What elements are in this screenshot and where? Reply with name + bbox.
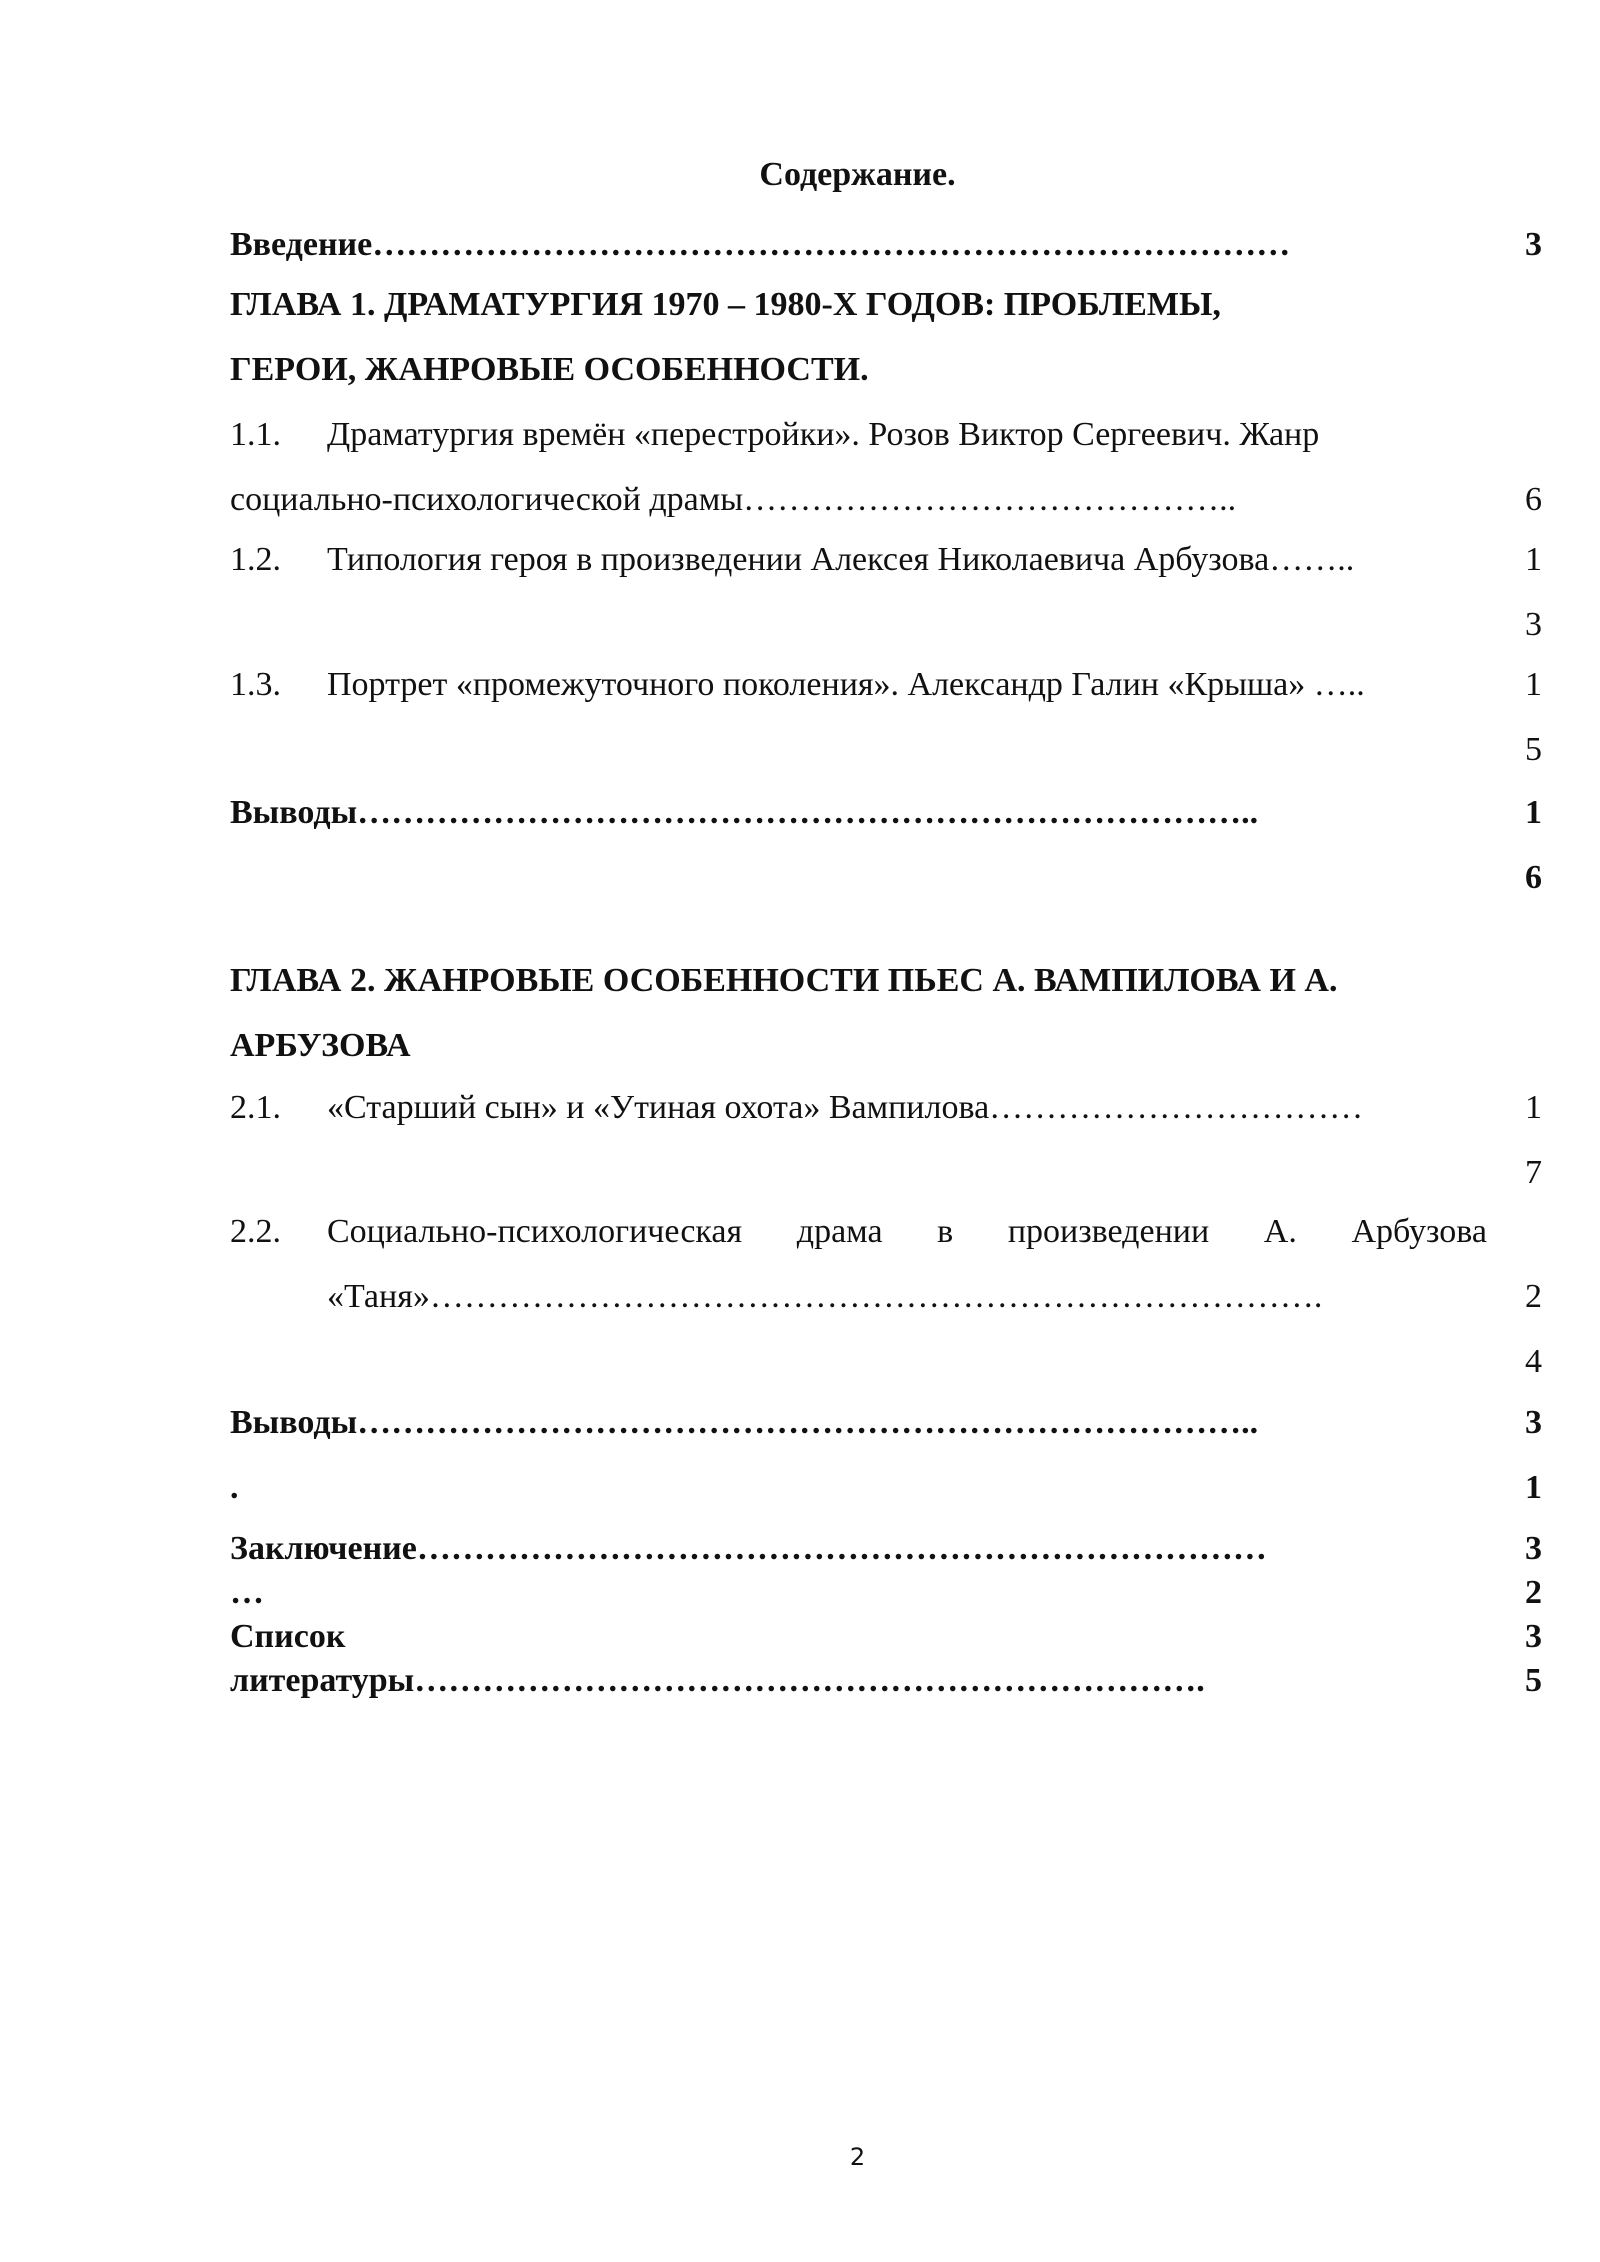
toc-s22-word: А. bbox=[1263, 1213, 1297, 1250]
toc-s22-line1 bbox=[327, 1215, 1487, 1249]
toc-s11-page: 6 bbox=[1525, 481, 1542, 518]
toc-s11-line2: социально-психологической драмы…………………………………….. bbox=[230, 481, 1237, 518]
toc-s11-number: 1.1. bbox=[230, 416, 281, 453]
toc-s12-page-1: 1 bbox=[1525, 541, 1542, 578]
toc-conclusions1-text: Выводы…………………………………………………………………….. bbox=[230, 794, 1259, 831]
toc-s22-word: в bbox=[937, 1213, 954, 1250]
toc-conclusion-page-1: 3 bbox=[1525, 1530, 1542, 1567]
toc-references-page-2: 5 bbox=[1525, 1662, 1542, 1699]
toc-conclusions1-page-1: 1 bbox=[1525, 794, 1542, 831]
toc-s12-number: 1.2. bbox=[230, 541, 281, 578]
toc-intro-page: 3 bbox=[1525, 226, 1542, 263]
toc-s22-number: 2.2. bbox=[230, 1213, 281, 1250]
toc-s11-line1: Драматургия времён «перестройки». Розов Виктор Сергеевич. Жанр bbox=[327, 416, 1320, 453]
toc-s12-text: Типология героя в произведении Алексея Николаевича Арбузова…….. bbox=[327, 541, 1355, 578]
toc-s13-page-1: 1 bbox=[1525, 666, 1542, 703]
toc-s22-word: Арбузова bbox=[1351, 1213, 1487, 1250]
toc-references-page-1: 3 bbox=[1525, 1618, 1542, 1655]
toc-s13-text: Портрет «промежуточного поколения». Александр Галин «Крыша» ….. bbox=[327, 666, 1365, 703]
toc-conclusions2-page-2: 1 bbox=[1525, 1469, 1542, 1506]
toc-chapter2-line2: АРБУЗОВА bbox=[230, 1027, 411, 1064]
toc-s21-number: 2.1. bbox=[230, 1089, 281, 1126]
page-number: 2 bbox=[849, 2143, 866, 2171]
toc-s21-page-1: 1 bbox=[1525, 1089, 1542, 1126]
toc-s22-word: Социально-психологическая bbox=[327, 1213, 743, 1250]
toc-s12-page-2: 3 bbox=[1525, 606, 1542, 643]
toc-conclusion-page-2: 2 bbox=[1525, 1574, 1542, 1611]
toc-s21-text: «Старший сын» и «Утиная охота» Вампилова…………………………… bbox=[327, 1089, 1364, 1126]
toc-conclusions2-dot: . bbox=[230, 1469, 239, 1506]
toc-references-line2: литературы……………………………………………………………. bbox=[230, 1662, 1205, 1699]
toc-s13-page-2: 5 bbox=[1525, 731, 1542, 768]
toc-s22-page-2: 4 bbox=[1525, 1343, 1542, 1380]
toc-conclusion-text: Заключение………………………………………………………………… bbox=[230, 1530, 1267, 1567]
toc-chapter2-line1: ГЛАВА 2. ЖАНРОВЫЕ ОСОБЕННОСТИ ПЬЕС А. ВАМПИЛОВА И А. bbox=[230, 962, 1338, 999]
toc-conclusions1-page-2: 6 bbox=[1525, 859, 1542, 896]
toc-s22-word: драма bbox=[796, 1213, 883, 1250]
toc-s22-page-1: 2 bbox=[1525, 1278, 1542, 1315]
toc-conclusions2-page-1: 3 bbox=[1525, 1404, 1542, 1441]
toc-s22-word: произведении bbox=[1007, 1213, 1210, 1250]
toc-intro-text: Введение……………………………………………………………………… bbox=[230, 226, 1291, 263]
toc-chapter1-line1: ГЛАВА 1. ДРАМАТУРГИЯ 1970 – 1980-Х ГОДОВ: ПРОБЛЕМЫ, bbox=[230, 286, 1221, 323]
toc-s21-page-2: 7 bbox=[1525, 1154, 1542, 1191]
toc-conclusion-cont: … bbox=[230, 1574, 264, 1611]
toc-chapter1-line2: ГЕРОИ, ЖАНРОВЫЕ ОСОБЕННОСТИ. bbox=[230, 351, 869, 388]
toc-references-line1: Список bbox=[230, 1618, 346, 1655]
toc-s13-number: 1.3. bbox=[230, 666, 281, 703]
toc-s22-line2: «Таня»……………………………………………………………………. bbox=[327, 1278, 1323, 1315]
toc-title: Содержание. bbox=[759, 156, 956, 193]
toc-conclusions2-text: Выводы…………………………………………………………………….. bbox=[230, 1404, 1259, 1441]
